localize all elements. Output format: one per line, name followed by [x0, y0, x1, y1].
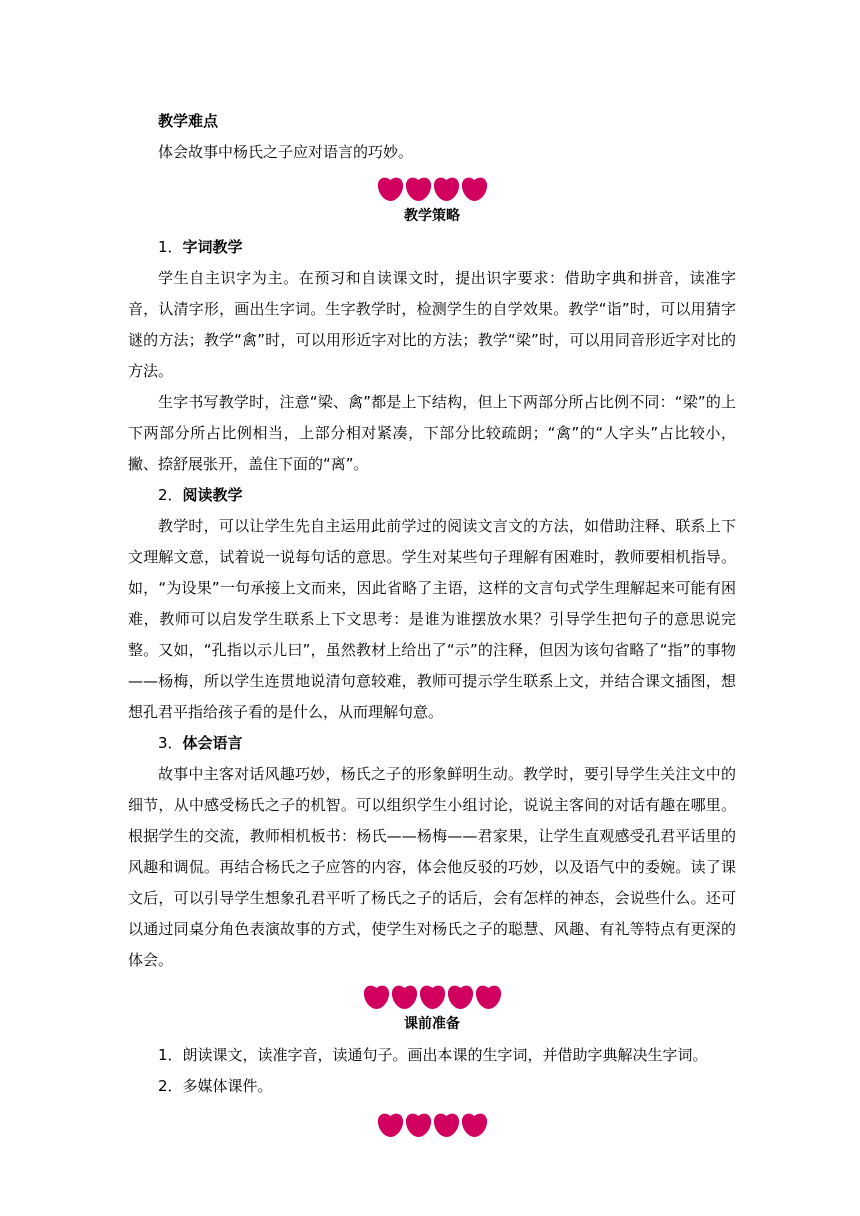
decorative-dot-icon: [475, 984, 502, 1010]
decorative-dot-icon: [377, 1112, 404, 1138]
strategy-section-1-heading: [128, 232, 736, 263]
difficulty-heading: 教学难点: [158, 112, 219, 130]
strategy-section-3-paragraph-1: 故事中主客对话风趣巧妙，杨氏之子的形象鲜明生动。教学时，要引导学生关注文中的细节，从中感受杨氏之子的机智。可以组织学生小组讨论，说说主客间的对话有趣在哪里。根据学生的交流，教师相机板书：杨氏——杨梅——君家果，让学生直观感受孔君平话里的风趣和调侃。再结合杨氏之子应答的内容，体会他反驳的巧妙，以及语气中的委婉。读了课文后，可以引导学生想象孔君平听了杨氏之子的话后，会有怎样的神态，会说些什么。还可以通过同桌分角色表演故事的方式，使学生对杨氏之子的聪慧、风趣、有礼等特点有更深的体会。: [128, 765, 736, 969]
section-heading: 体会语言: [182, 734, 243, 752]
strategy-section-2-heading: [128, 480, 736, 511]
strategy-section-1-paragraph-1: 学生自主识字为主。在预习和自读课文时，提出识字要求：借助字典和拼音，读准字音，认清字形，画出生字词。生字教学时，检测学生的自学效果。教学“诣”时，可以用猜字谜的方法；教学“禽”时，可以用形近字对比的方法；教学“梁”时，可以用同音形近字对比的方法。: [128, 269, 736, 380]
decorative-dot-icon: [405, 176, 432, 202]
section-heading: 阅读教学: [182, 486, 243, 504]
preparation-item-2: 2．多媒体课件。: [158, 1077, 273, 1095]
document-content: [128, 106, 736, 1140]
decorative-dot-icon: [447, 984, 474, 1010]
decorative-dot-icon: [433, 1112, 460, 1138]
decorative-dot-icon: [391, 984, 418, 1010]
section-divider-strategy: [128, 176, 736, 204]
decorative-dot-icon: [461, 1112, 488, 1138]
decorative-dot-icon: [461, 176, 488, 202]
preparation-title: 课前准备: [404, 1016, 460, 1032]
section-number: 1．: [158, 238, 183, 256]
section-divider-end: [128, 1112, 736, 1140]
decorative-dot-icon: [377, 176, 404, 202]
section-heading: 字词教学: [182, 238, 243, 256]
preparation-item-1: 1．朗读课文，读准字音，读通句子。画出本课的生字词，并借助字典解决生字词。: [158, 1046, 708, 1064]
strategy-section-1-paragraph-2: 生字书写教学时，注意“梁、禽”都是上下结构，但上下两部分所占比例不同：“梁”的上下两部分所占比例相当，上部分相对紧凑，下部分比较疏朗；“禽”的“人字头”占比较小，撇、捺舒展张开，盖住下面的“离”。: [128, 393, 736, 473]
strategy-title: 教学策略: [404, 208, 460, 224]
decorative-dot-icon: [405, 1112, 432, 1138]
section-number: 2．: [158, 486, 183, 504]
decorative-dot-icon: [419, 984, 446, 1010]
decorative-dot-icon: [363, 984, 390, 1010]
section-number: 3．: [158, 734, 183, 752]
strategy-section-3-heading: [128, 728, 736, 759]
difficulty-text: 体会故事中杨氏之子应对语言的巧妙。: [158, 143, 414, 161]
strategy-section-2-paragraph-1: 教学时，可以让学生先自主运用此前学过的阅读文言文的方法，如借助注释、联系上下文理解文意，试着说一说每句话的意思。学生对某些句子理解有困难时，教师要相机指导。如，“为设果”一句承接上文而来，因此省略了主语，这样的文言句式学生理解起来可能有困难，教师可以启发学生联系上下文思考：是谁为谁摆放水果？引导学生把句子的意思说完整。又如，“孔指以示儿曰”，虽然教材上给出了“示”的注释，但因为该句省略了“指”的事物——杨梅，所以学生连贯地说清句意较难，教师可提示学生联系上文，并结合课文插图，想想孔君平指给孩子看的是什么，从而理解句意。: [128, 517, 736, 721]
decorative-dot-icon: [433, 176, 460, 202]
section-divider-preparation: [128, 984, 736, 1012]
